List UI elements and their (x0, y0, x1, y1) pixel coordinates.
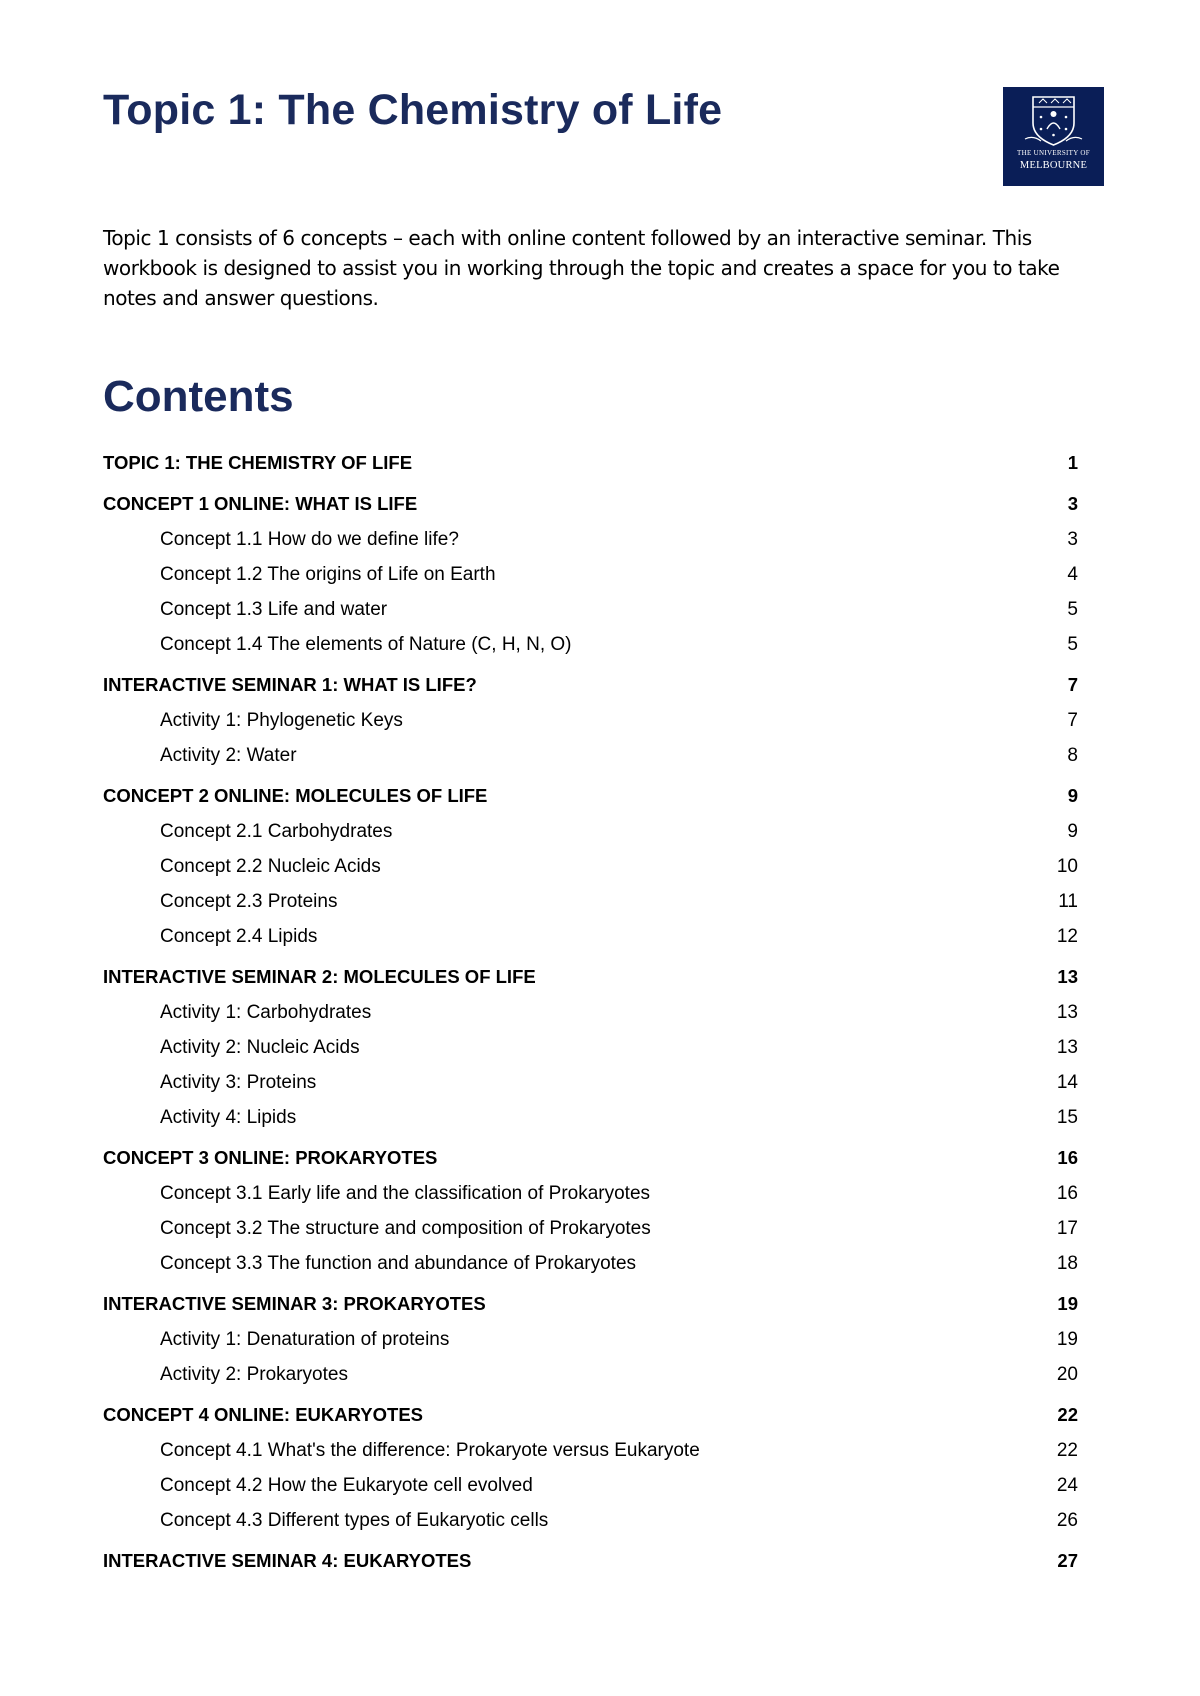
toc-entry-page-number: 3 (1067, 493, 1078, 514)
logo-text-line1: THE UNIVERSITY OF (1017, 149, 1090, 157)
toc-entry-label: INTERACTIVE SEMINAR 1: WHAT IS LIFE? (103, 674, 477, 695)
toc-subsection-entry[interactable] (0, 1214, 1200, 1244)
toc-entry-label: Activity 4: Lipids (160, 1107, 297, 1128)
toc-entry-page-number: 1 (1067, 452, 1078, 473)
toc-entry-label: INTERACTIVE SEMINAR 2: MOLECULES OF LIFE (103, 966, 536, 987)
toc-entry-label: Concept 1.3 Life and water (160, 599, 388, 620)
toc-entry-page-number: 13 (1056, 1037, 1078, 1058)
toc-entry-label: Concept 1.2 The origins of Life on Earth (160, 564, 496, 585)
toc-section-entry[interactable] (0, 489, 1200, 519)
toc-entry-label: Activity 3: Proteins (160, 1072, 317, 1093)
toc-subsection-entry[interactable] (0, 630, 1200, 660)
toc-subsection-entry[interactable] (0, 1506, 1200, 1536)
toc-subsection-entry[interactable] (0, 706, 1200, 736)
toc-entry-page-number: 12 (1056, 926, 1078, 947)
university-logo (1003, 87, 1104, 186)
toc-entry-label: Activity 2: Prokaryotes (160, 1364, 348, 1385)
page-title: Topic 1: The Chemistry of Life (103, 86, 723, 134)
toc-entry-page-number: 13 (1057, 966, 1078, 987)
toc-entry-page-number: 27 (1057, 1550, 1078, 1571)
toc-entry-label: Concept 4.3 Different types of Eukaryotic cells (160, 1510, 549, 1531)
toc-entry-page-number: 19 (1057, 1293, 1078, 1314)
toc-entry-label: TOPIC 1: THE CHEMISTRY OF LIFE (103, 452, 413, 473)
toc-entry-page-number: 20 (1056, 1364, 1078, 1385)
toc-entry-label: INTERACTIVE SEMINAR 3: PROKARYOTES (103, 1293, 486, 1314)
toc-entry-page-number: 19 (1056, 1329, 1078, 1350)
toc-subsection-entry[interactable] (0, 1471, 1200, 1501)
toc-entry-page-number: 13 (1056, 1002, 1078, 1023)
toc-entry-page-number: 7 (1067, 674, 1078, 695)
toc-entry-label: Concept 3.3 The function and abundance of Prokaryotes (160, 1253, 637, 1274)
toc-entry-page-number: 24 (1056, 1475, 1078, 1496)
toc-entry-label: Concept 2.3 Proteins (160, 891, 338, 912)
toc-entry-label: Concept 1.1 How do we define life? (160, 529, 459, 550)
toc-subsection-entry[interactable] (0, 741, 1200, 771)
toc-entry-page-number: 16 (1056, 1183, 1078, 1204)
toc-section-entry[interactable] (0, 1143, 1200, 1173)
toc-subsection-entry[interactable] (0, 1436, 1200, 1466)
toc-entry-page-number: 10 (1056, 856, 1078, 877)
toc-entry-page-number: 9 (1067, 785, 1078, 806)
toc-entry-label: Activity 2: Water (160, 745, 297, 766)
toc-subsection-entry[interactable] (0, 1360, 1200, 1390)
toc-entry-page-number: 8 (1067, 745, 1078, 766)
toc-entry-label: Concept 2.4 Lipids (160, 926, 318, 947)
toc-entry-page-number: 11 (1058, 891, 1078, 912)
toc-entry-label: Activity 1: Carbohydrates (160, 1002, 372, 1023)
toc-entry-label: Concept 4.2 How the Eukaryote cell evolved (160, 1475, 533, 1496)
toc-subsection-entry[interactable] (0, 1068, 1200, 1098)
toc-section-entry[interactable] (0, 1289, 1200, 1319)
toc-entry-page-number: 16 (1057, 1147, 1078, 1168)
toc-subsection-entry[interactable] (0, 887, 1200, 917)
toc-subsection-entry[interactable] (0, 852, 1200, 882)
toc-entry-label: Concept 1.4 The elements of Nature (C, H, N, O) (160, 634, 572, 655)
toc-section-entry[interactable] (0, 670, 1200, 700)
toc-entry-page-number: 14 (1056, 1072, 1078, 1093)
toc-entry-label: Concept 4.1 What's the difference: Prokaryote versus Eukaryote (160, 1440, 700, 1461)
toc-section-entry[interactable] (0, 1400, 1200, 1430)
toc-subsection-entry[interactable] (0, 998, 1200, 1028)
toc-subsection-entry[interactable] (0, 1103, 1200, 1133)
toc-subsection-entry[interactable] (0, 922, 1200, 952)
toc-section-entry[interactable] (0, 962, 1200, 992)
toc-entry-page-number: 26 (1056, 1510, 1078, 1531)
toc-entry-page-number: 15 (1056, 1107, 1078, 1128)
contents-heading: Contents (103, 372, 294, 421)
toc-entry-page-number: 22 (1056, 1440, 1078, 1461)
toc-subsection-entry[interactable] (0, 817, 1200, 847)
logo-text-line2: MELBOURNE (1019, 160, 1088, 171)
toc-entry-label: Activity 2: Nucleic Acids (160, 1037, 360, 1058)
toc-subsection-entry[interactable] (0, 1179, 1200, 1209)
toc-entry-page-number: 4 (1067, 564, 1078, 585)
toc-entry-label: Concept 2.1 Carbohydrates (160, 821, 393, 842)
toc-entry-page-number: 3 (1067, 529, 1078, 550)
toc-section-entry[interactable] (0, 448, 1200, 478)
toc-entry-page-number: 17 (1056, 1218, 1078, 1239)
toc-entry-label: INTERACTIVE SEMINAR 4: EUKARYOTES (103, 1550, 472, 1571)
toc-entry-label: CONCEPT 3 ONLINE: PROKARYOTES (103, 1147, 438, 1168)
toc-entry-label: Concept 3.2 The structure and composition of Prokaryotes (160, 1218, 651, 1239)
toc-entry-page-number: 5 (1067, 634, 1078, 655)
toc-entry-label: CONCEPT 2 ONLINE: MOLECULES OF LIFE (103, 785, 488, 806)
intro-paragraph: Topic 1 consists of 6 concepts – each with online content followed by an interactive seminar. This workbook is designed to assist you in working through the topic and creates a space for you to take notes and answer questions. (103, 226, 1060, 310)
toc-subsection-entry[interactable] (0, 560, 1200, 590)
toc-entry-label: Activity 1: Phylogenetic Keys (160, 710, 403, 731)
toc-entry-page-number: 7 (1067, 710, 1078, 731)
toc-section-entry[interactable] (0, 1546, 1200, 1576)
toc-subsection-entry[interactable] (0, 1249, 1200, 1279)
toc-entry-page-number: 18 (1056, 1253, 1078, 1274)
toc-entry-page-number: 9 (1067, 821, 1078, 842)
toc-entry-label: CONCEPT 4 ONLINE: EUKARYOTES (103, 1404, 424, 1425)
toc-subsection-entry[interactable] (0, 1325, 1200, 1355)
toc-entry-label: Concept 2.2 Nucleic Acids (160, 856, 381, 877)
toc-subsection-entry[interactable] (0, 595, 1200, 625)
toc-entry-page-number: 5 (1067, 599, 1078, 620)
toc-subsection-entry[interactable] (0, 525, 1200, 555)
toc-entry-label: CONCEPT 1 ONLINE: WHAT IS LIFE (103, 493, 418, 514)
toc-section-entry[interactable] (0, 781, 1200, 811)
toc-entry-page-number: 22 (1057, 1404, 1078, 1425)
toc-subsection-entry[interactable] (0, 1033, 1200, 1063)
toc-entry-label: Activity 1: Denaturation of proteins (160, 1329, 450, 1350)
university-crest-icon (1003, 87, 1104, 149)
toc-entry-label: Concept 3.1 Early life and the classification of Prokaryotes (160, 1183, 651, 1204)
